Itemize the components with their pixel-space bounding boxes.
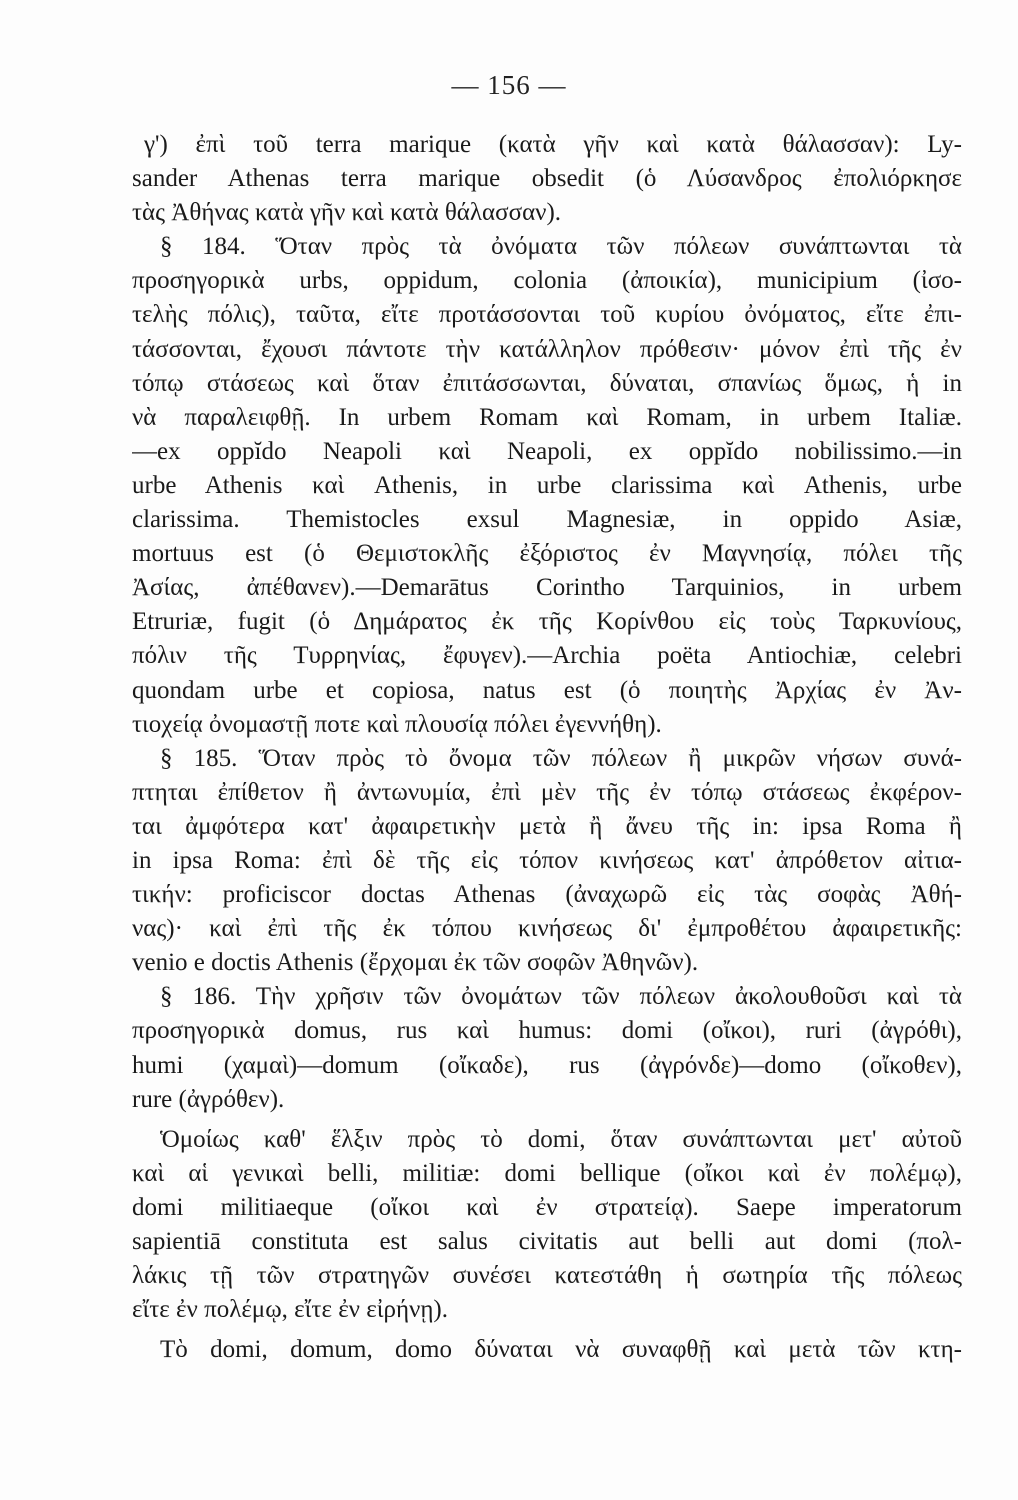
text-line: Ὁμοίως καθ' ἕλξιν πρὸς τὸ domi, ὅταν συνάπτωνται μετ' αὐτοῦ bbox=[160, 1125, 962, 1153]
text-line: Etruriæ, fugit (ὁ Δημάρατος ἐκ τῆς Κορίνθου εἰς τοὺς Ταρκυνίους, bbox=[132, 608, 962, 636]
text-line: mortuus est (ὁ Θεμιστοκλῆς ἐξόριστος ἐν Μαγνησίᾳ, πόλει τῆς bbox=[132, 540, 962, 568]
text-line: venio e doctis Athenis (ἔρχομαι ἐκ τῶν σοφῶν Ἀθηνῶν). bbox=[132, 949, 699, 977]
text-line: Ἀσίας, ἀπέθανεν).—Demarātus Corintho Tarquinios, in urbem bbox=[132, 574, 962, 602]
text-line: urbe Athenis καὶ Athenis, in urbe clarissima καὶ Athenis, urbe bbox=[132, 471, 962, 499]
text-line: domi militiaeque (οἴκοι καὶ ἐν στρατείᾳ). Saepe imperatorum bbox=[132, 1193, 962, 1221]
text-line: sander Athenas terra marique obsedit (ὁ Λύσανδρος ἐπολιόρκησε bbox=[132, 165, 962, 193]
text-line: ται ἀμφότερα κατ' ἀφαιρετικὴν μετὰ ἢ ἄνευ τῆς in: ipsa Roma ἢ bbox=[132, 812, 962, 840]
text-line: προσηγορικὰ domus, rus καὶ humus: domi (οἴκοι), ruri (ἀγρόθι), bbox=[132, 1017, 962, 1045]
text-line: λάκις τῇ τῶν στρατηγῶν συνέσει κατεστάθη ἡ σωτηρία τῆς πόλεως bbox=[132, 1262, 962, 1290]
text-line: νας)· καὶ ἐπὶ τῆς ἐκ τόπου κινήσεως δι' ἐμπροθέτου ἀφαιρετικῆς: bbox=[132, 915, 962, 943]
text-line: καὶ αἱ γενικαὶ belli, militiæ: domi bellique (οἴκοι καὶ ἐν πολέμῳ), bbox=[132, 1159, 962, 1187]
text-line: τὰς Ἀθήνας κατὰ γῆν καὶ κατὰ θάλασσαν). bbox=[132, 199, 562, 227]
text-line: § 186. Τὴν χρῆσιν τῶν ὀνομάτων τῶν πόλεων ἀκολουθοῦσι καὶ τὰ bbox=[160, 983, 962, 1011]
text-line: τάσσονται, ἔχουσι πάντοτε τὴν κατάλληλον πρόθεσιν· μόνον ἐπὶ τῆς ἐν bbox=[132, 335, 962, 363]
text-line: rure (ἀγρόθεν). bbox=[132, 1085, 285, 1113]
text-line: in ipsa Roma: ἐπὶ δὲ τῆς εἰς τόπον κινήσεως κατ' ἀπρόθετον αἰτια- bbox=[132, 846, 962, 874]
text-line: humi (χαμαὶ)—domum (οἴκαδε), rus (ἀγρόνδε)—domo (οἴκοθεν), bbox=[132, 1051, 962, 1079]
text-line: πόλιν τῆς Τυρρηνίας, ἔφυγεν).—Archia poëta Antiochiæ, celebri bbox=[132, 642, 962, 670]
text-line: clarissima. Themistocles exsul Magnesiæ, in oppido Asiæ, bbox=[132, 506, 962, 534]
text-line: προσηγορικὰ urbs, oppidum, colonia (ἀποικία), municipium (ἰσο- bbox=[132, 267, 962, 295]
text-line: πτηται ἐπίθετον ἢ ἀντωνυμία, ἐπὶ μὲν τῆς ἐν τόπῳ στάσεως ἐκφέρον- bbox=[132, 778, 962, 806]
page-number: — 156 — bbox=[451, 70, 567, 100]
text-line: τιοχείᾳ ὀνομαστῇ ποτε καὶ πλουσίᾳ πόλει ἐγεννήθη). bbox=[132, 710, 662, 738]
text-line: τελὴς πόλις), ταῦτα, εἴτε προτάσσονται τοῦ κυρίου ὀνόματος, εἴτε ἐπι- bbox=[132, 301, 962, 329]
text-line: τικήν: proficiscor doctas Athenas (ἀναχωρῶ εἰς τὰς σοφὰς Ἀθή- bbox=[132, 881, 962, 909]
text-line: § 184. Ὅταν πρὸς τὰ ὀνόματα τῶν πόλεων συνάπτωνται τὰ bbox=[160, 233, 962, 261]
body-text bbox=[132, 128, 962, 1367]
text-line: § 185. Ὅταν πρὸς τὸ ὄνομα τῶν πόλεων ἢ μικρῶν νήσων συνά- bbox=[160, 744, 962, 772]
text-line: quondam urbe et copiosa, natus est (ὁ ποιητὴς Ἀρχίας ἐν Ἀν- bbox=[132, 676, 962, 704]
text-line: sapientiā constituta est salus civitatis aut belli aut domi (πολ- bbox=[132, 1228, 962, 1255]
text-line: γ') ἐπὶ τοῦ terra marique (κατὰ γῆν καὶ κατὰ θάλασσαν): Ly- bbox=[144, 131, 962, 158]
text-line: Τὸ domi, domum, domo δύναται νὰ συναφθῇ καὶ μετὰ τῶν κτη- bbox=[160, 1336, 962, 1364]
text-line: νὰ παραλειφθῇ. In urbem Romam καὶ Romam, in urbem Italiæ. bbox=[132, 403, 962, 431]
text-line: —ex oppĭdo Neapoli καὶ Neapoli, ex oppĭdo nobilissimo.—in bbox=[132, 437, 962, 465]
text-line: τόπῳ στάσεως καὶ ὅταν ἐπιτάσσωνται, δύναται, σπανίως ὅμως, ἡ in bbox=[132, 369, 962, 397]
text-line: εἴτε ἐν πολέμῳ, εἴτε ἐν εἰρήνῃ). bbox=[132, 1296, 448, 1324]
